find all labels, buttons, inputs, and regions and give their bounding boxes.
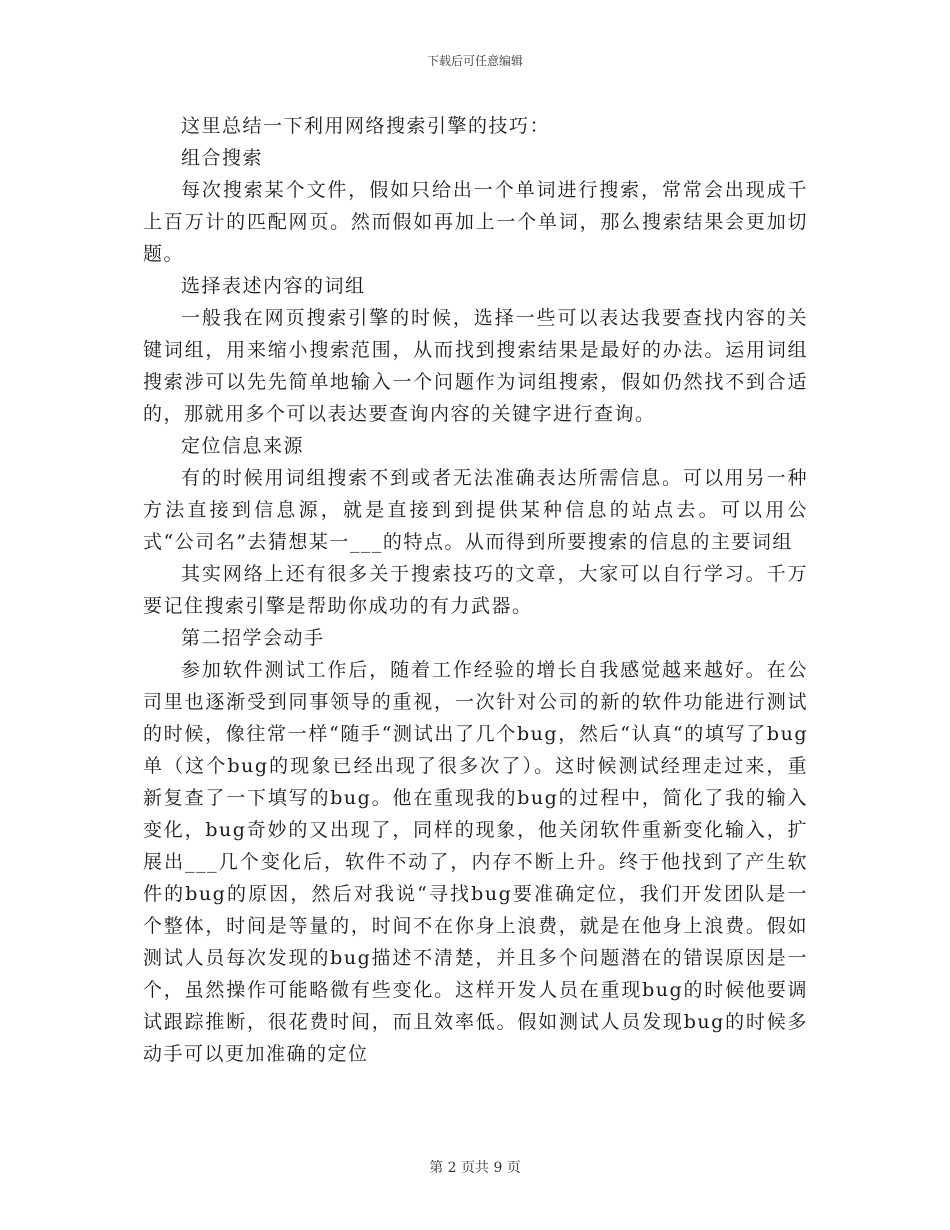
paragraph-source-location: 有的时候用词组搜索不到或者无法准确表达所需信息。可以用另一种方法直接到信息源，就是直接到到提供某种信息的站点去。可以用公式“公司名”去猜想某一___的特点。从而得到所要搜索的信息的主要词组 xyxy=(143,467,808,553)
heading-second-tip: 第二招学会动手 xyxy=(181,627,325,649)
paragraph-phrase-selection: 一般我在网页搜索引擎的时候，选择一些可以表达我要查找内容的关键词组，用来缩小搜索范围，从而找到搜索结果是最好的办法。运用词组搜索涉可以先先简单地输入一个问题作为词组搜索，假如仍然找不到合适的，那就用多个可以表达要查询内容的关键字进行查询。 xyxy=(143,307,808,425)
paragraph-search-tips: 其实网络上还有很多关于搜索技巧的文章，大家可以自行学习。千万要记住搜索引擎是帮助你成功的有力武器。 xyxy=(143,563,808,617)
page-footer: 第 2 页共 9 页 xyxy=(429,1160,521,1176)
document-body xyxy=(143,110,808,1070)
heading-phrase-selection: 选择表述内容的词组 xyxy=(181,275,366,297)
heading-combined-search: 组合搜索 xyxy=(181,147,264,169)
heading-source-location: 定位信息来源 xyxy=(181,435,305,457)
paragraph-intro: 这里总结一下利用网络搜索引擎的技巧： xyxy=(181,115,551,137)
paragraph-testing-story: 参加软件测试工作后，随着工作经验的增长自我感觉越来越好。在公司里也逐渐受到同事领导的重视，一次针对公司的新的软件功能进行测试的时候，像往常一样“随手“测试出了几个bug，然后“认真“的填写了bug单（这个bug的现象已经出现了很多次了）。这时候测试经理走过来，重新复查了一下填写的bug。他在重现我的bug的过程中，简化了我的输入变化，bug奇妙的又出现了，同样的现象，他关闭软件重新变化输入，扩展出___几个变化后，软件不动了，内存不断上升。终于他找到了产生软件的bug的原因，然后对我说“寻找bug要准确定位，我们开发团队是一个整体，时间是等量的，时间不在你身上浪费，就是在他身上浪费。假如测试人员每次发现的bug描述不清楚，并且多个问题潜在的错误原因是一个，虽然操作可能略微有些变化。这样开发人员在重现bug的时候他要调试跟踪推断，很花费时间，而且效率低。假如测试人员发现bug的时候多动手可以更加准确的定位 xyxy=(143,659,808,1065)
page-header: 下载后可任意编辑 xyxy=(426,54,523,68)
paragraph-combined-search: 每次搜索某个文件，假如只给出一个单词进行搜索，常常会出现成千上百万计的匹配网页。然而假如再加上一个单词，那么搜索结果会更加切题。 xyxy=(143,179,808,265)
